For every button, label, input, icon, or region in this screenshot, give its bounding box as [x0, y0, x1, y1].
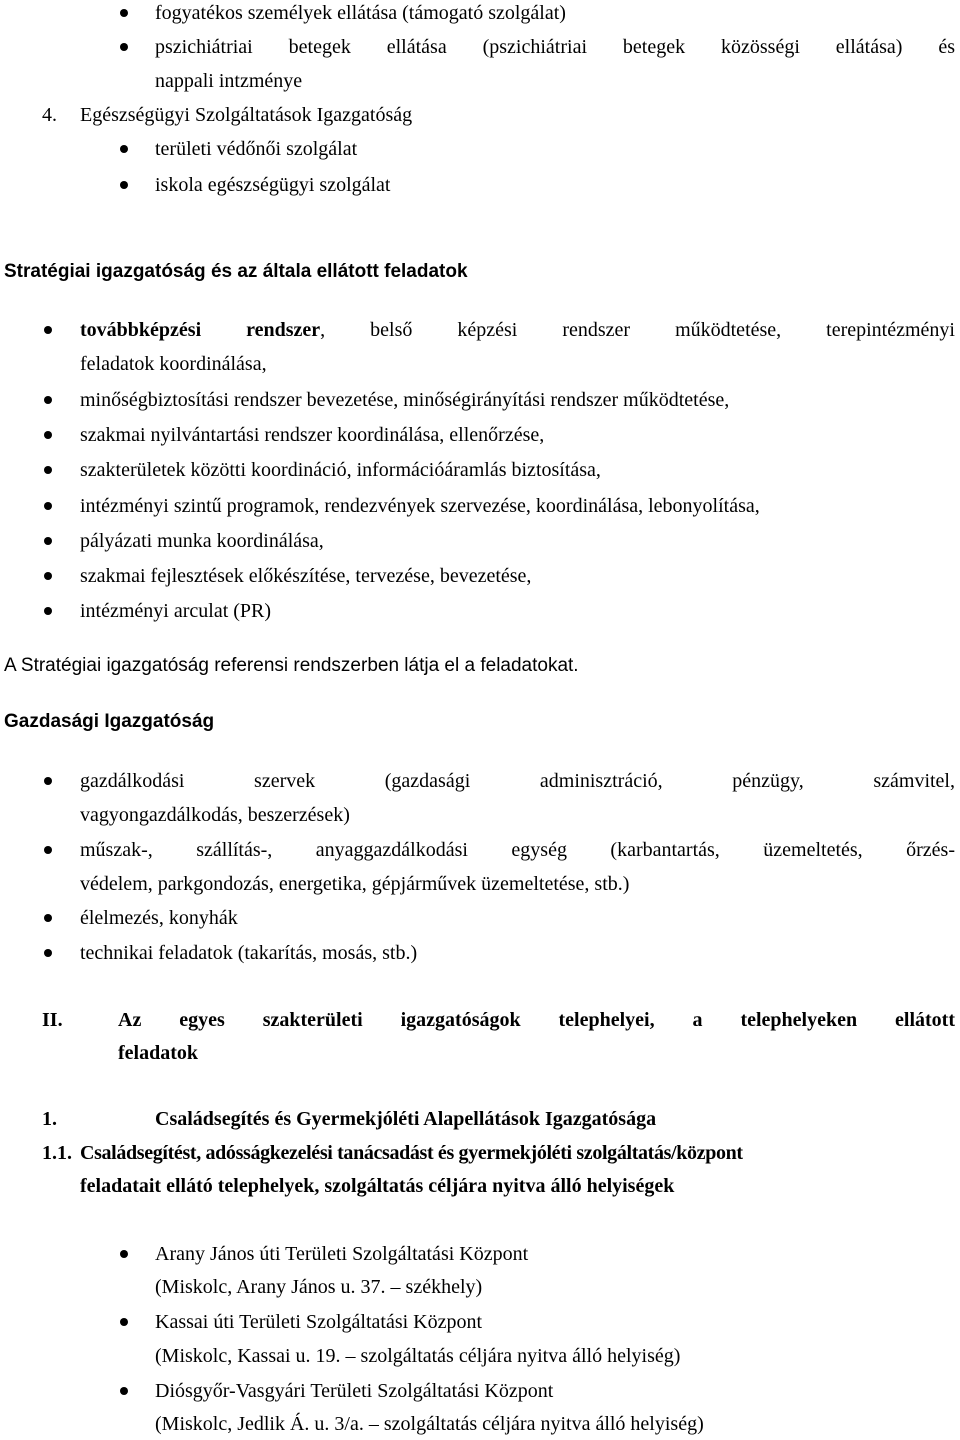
subsection-number: 1.1. — [42, 1142, 72, 1164]
list-item-part — [80, 318, 955, 342]
list-item-continuation: védelem, parkgondozás, energetika, gépjárművek üzemeltetése, stb.) — [80, 873, 630, 895]
bullet-dot — [44, 326, 52, 334]
numbered-item-number: 4. — [42, 104, 57, 126]
list-item: pszichiátriai betegek ellátása (pszichiátriai betegek közösségi ellátása) és — [155, 36, 955, 58]
bullet-dot — [120, 1318, 128, 1326]
bullet-dot — [44, 607, 52, 615]
numbered-item-title: Egészségügyi Szolgáltatások Igazgatóság — [80, 104, 413, 126]
bullet-dot — [120, 1387, 128, 1395]
subsection-title: Családsegítés és Gyermekjóléti Alapellátások Igazgatósága — [155, 1108, 657, 1130]
list-item: szakmai nyilvántartási rendszer koordinálása, ellenőrzése, — [80, 424, 545, 446]
location-address: (Miskolc, Jedlik Á. u. 3/a. – szolgáltatás céljára nyitva álló helyiség) — [155, 1413, 704, 1435]
bullet-dot — [120, 9, 128, 17]
bullet-dot — [44, 502, 52, 510]
list-item: iskola egészségügyi szolgálat — [155, 174, 391, 196]
bullet-dot — [44, 777, 52, 785]
list-item: fogyatékos személyek ellátása (támogató szolgálat) — [155, 2, 566, 24]
list-item-continuation: vagyongazdálkodás, beszerzések) — [80, 804, 350, 826]
chapter-title-continuation: feladatok — [118, 1042, 198, 1064]
list-item: területi védőnői szolgálat — [155, 138, 358, 160]
location-name: Kassai úti Területi Szolgáltatási Központ — [155, 1311, 483, 1333]
list-item: gazdálkodási szervek (gazdasági adminisztráció, pénzügy, számvitel, — [80, 770, 955, 792]
note-paragraph: A Stratégiai igazgatóság referensi rendszerben látja el a feladatokat. — [4, 655, 579, 676]
location-address: (Miskolc, Kassai u. 19. – szolgáltatás céljára nyitva álló helyiség) — [155, 1345, 681, 1367]
list-item: szakmai fejlesztések előkészítése, tervezése, bevezetése, — [80, 565, 532, 587]
subsection-title-continuation: feladatait ellátó telephelyek, szolgáltatás céljára nyitva álló helyiségek — [80, 1175, 675, 1197]
chapter-number: II. — [42, 1009, 63, 1031]
location-name: Diósgyőr-Vasgyári Területi Szolgáltatási Központ — [155, 1380, 554, 1402]
bullet-dot — [120, 181, 128, 189]
location-name: Arany János úti Területi Szolgáltatási Központ — [155, 1243, 529, 1265]
bullet-dot — [44, 846, 52, 854]
section-heading: Gazdasági Igazgatóság — [4, 711, 215, 732]
list-item: szakterületek közötti koordináció, információáramlás biztosítása, — [80, 459, 601, 481]
bullet-dot — [44, 537, 52, 545]
list-item-continuation: feladatok koordinálása, — [80, 353, 267, 375]
list-item — [80, 318, 955, 342]
location-address: (Miskolc, Arany János u. 37. – székhely) — [155, 1276, 483, 1298]
list-item: technikai feladatok (takarítás, mosás, stb.) — [80, 942, 418, 964]
list-item: intézményi szintű programok, rendezvények szervezése, koordinálása, lebonyolítása, — [80, 495, 760, 517]
subsection-title: Családsegítést, adósságkezelési tanácsadást és gyermekjóléti szolgáltatás/központ — [80, 1142, 743, 1164]
bullet-dot — [120, 1250, 128, 1258]
list-item: pályázati munka koordinálása, — [80, 530, 324, 552]
list-item-rest: , belső képzési rendszer működtetése, terepintézményi — [320, 319, 955, 341]
section-heading: Stratégiai igazgatóság és az általa ellátott feladatok — [4, 261, 468, 282]
bullet-dot — [44, 914, 52, 922]
list-item: minőségbiztosítási rendszer bevezetése, minőségirányítási rendszer működtetése, — [80, 389, 730, 411]
subsection-number: 1. — [42, 1108, 57, 1130]
chapter-title: Az egyes szakterületi igazgatóságok telephelyei, a telephelyeken ellátott — [118, 1009, 955, 1031]
bullet-dot — [44, 949, 52, 957]
bullet-dot — [44, 431, 52, 439]
list-item: intézményi arculat (PR) — [80, 600, 272, 622]
bullet-dot — [120, 145, 128, 153]
list-item: élelmezés, konyhák — [80, 907, 238, 929]
bullet-dot — [44, 396, 52, 404]
bullet-dot — [44, 466, 52, 474]
bullet-dot — [44, 572, 52, 580]
list-item: műszak-, szállítás-, anyaggazdálkodási egység (karbantartás, üzemeltetés, őrzés- — [80, 839, 955, 861]
bold-term: továbbképzési rendszer — [80, 319, 321, 341]
bullet-dot — [120, 43, 128, 51]
list-item-continuation: nappali intzménye — [155, 70, 303, 92]
